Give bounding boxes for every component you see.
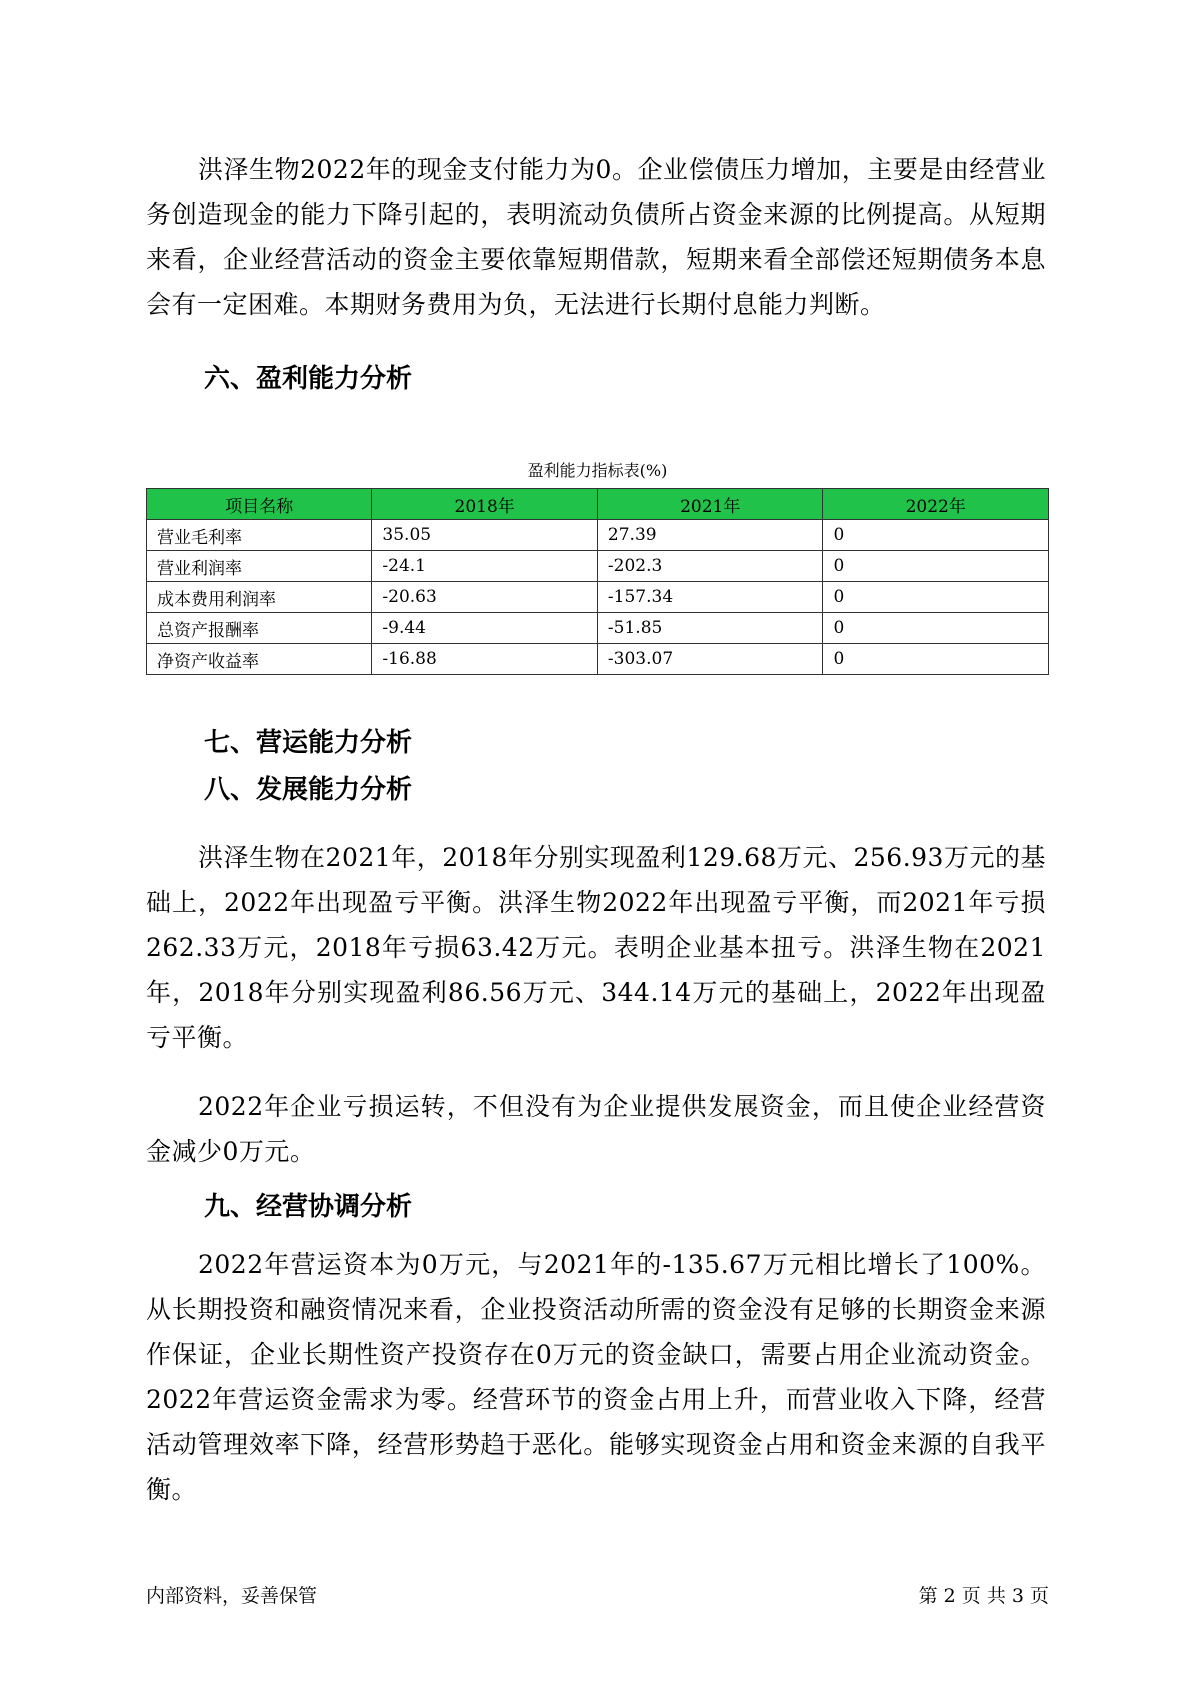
cell-value: -202.3 — [597, 551, 823, 582]
cell-value: 0 — [823, 644, 1049, 675]
cell-label: 总资产报酬率 — [147, 613, 372, 644]
cell-value: -303.07 — [597, 644, 823, 675]
cell-value: 0 — [823, 582, 1049, 613]
header-2021: 2021年 — [597, 489, 823, 520]
cell-label: 成本费用利润率 — [147, 582, 372, 613]
cell-value: -51.85 — [597, 613, 823, 644]
heading-development-capacity: 八、发展能力分析 — [204, 775, 413, 805]
table-header-row — [147, 489, 1049, 520]
cell-value: -157.34 — [597, 582, 823, 613]
cell-value: 27.39 — [597, 520, 823, 551]
paragraph-funding: 2022年企业亏损运转，不但没有为企业提供发展资金，而且使企业经营资金减少0万元。 — [146, 1092, 1046, 1166]
cell-value: 0 — [823, 520, 1049, 551]
header-2022: 2022年 — [823, 489, 1049, 520]
cell-value: -16.88 — [372, 644, 598, 675]
table-caption: 盈利能力指标表(%) — [527, 461, 668, 480]
header-item-name: 项目名称 — [147, 489, 372, 520]
header-2018: 2018年 — [372, 489, 598, 520]
paragraph-development: 洪泽生物在2021年，2018年分别实现盈利129.68万元、256.93万元的基础上，2022年出现盈亏平衡。洪泽生物2022年出现盈亏平衡，而2021年亏损262.33万元，2018年亏损63.42万元。表明企业基本扭亏。洪泽生物在2021年，2018年分别实现盈利86.56万元、344.14万元的基础上，2022年出现盈亏平衡。 — [146, 843, 1046, 1052]
footer-page-number: 第 2 页 共 3 页 — [918, 1585, 1049, 1607]
cell-value: -20.63 — [372, 582, 598, 613]
cell-value: 35.05 — [372, 520, 598, 551]
paragraph-cash-payment: 洪泽生物2022年的现金支付能力为0。企业偿债压力增加，主要是由经营业务创造现金的能力下降引起的，表明流动负债所占资金来源的比例提高。从短期来看，企业经营活动的资金主要依靠短期借款，短期来看全部偿还短期债务本息会有一定困难。本期财务费用为负，无法进行长期付息能力判断。 — [146, 155, 1046, 319]
cell-value: 0 — [823, 613, 1049, 644]
table-row — [147, 551, 1049, 582]
cell-value: -24.1 — [372, 551, 598, 582]
table-row — [147, 582, 1049, 613]
table-row — [147, 613, 1049, 644]
heading-operating-capacity: 七、营运能力分析 — [204, 728, 413, 758]
heading-coordination: 九、经营协调分析 — [204, 1192, 413, 1222]
cell-label: 净资产收益率 — [147, 644, 372, 675]
cell-label: 营业利润率 — [147, 551, 372, 582]
cell-value: -9.44 — [372, 613, 598, 644]
table-row — [147, 520, 1049, 551]
table-row — [147, 644, 1049, 675]
profitability-table — [146, 488, 1049, 675]
footer-confidential-note: 内部资料，妥善保管 — [146, 1585, 318, 1607]
cell-label: 营业毛利率 — [147, 520, 372, 551]
paragraph-coordination: 2022年营运资本为0万元，与2021年的-135.67万元相比增长了100%。从长期投资和融资情况来看，企业投资活动所需的资金没有足够的长期资金来源作保证，企业长期性资产投资存在0万元的资金缺口，需要占用企业流动资金。2022年营运资金需求为零。经营环节的资金占用上升，而营业收入下降，经营活动管理效率下降，经营形势趋于恶化。能够实现资金占用和资金来源的自我平衡。 — [146, 1250, 1046, 1504]
heading-profitability: 六、盈利能力分析 — [204, 364, 413, 394]
cell-value: 0 — [823, 551, 1049, 582]
